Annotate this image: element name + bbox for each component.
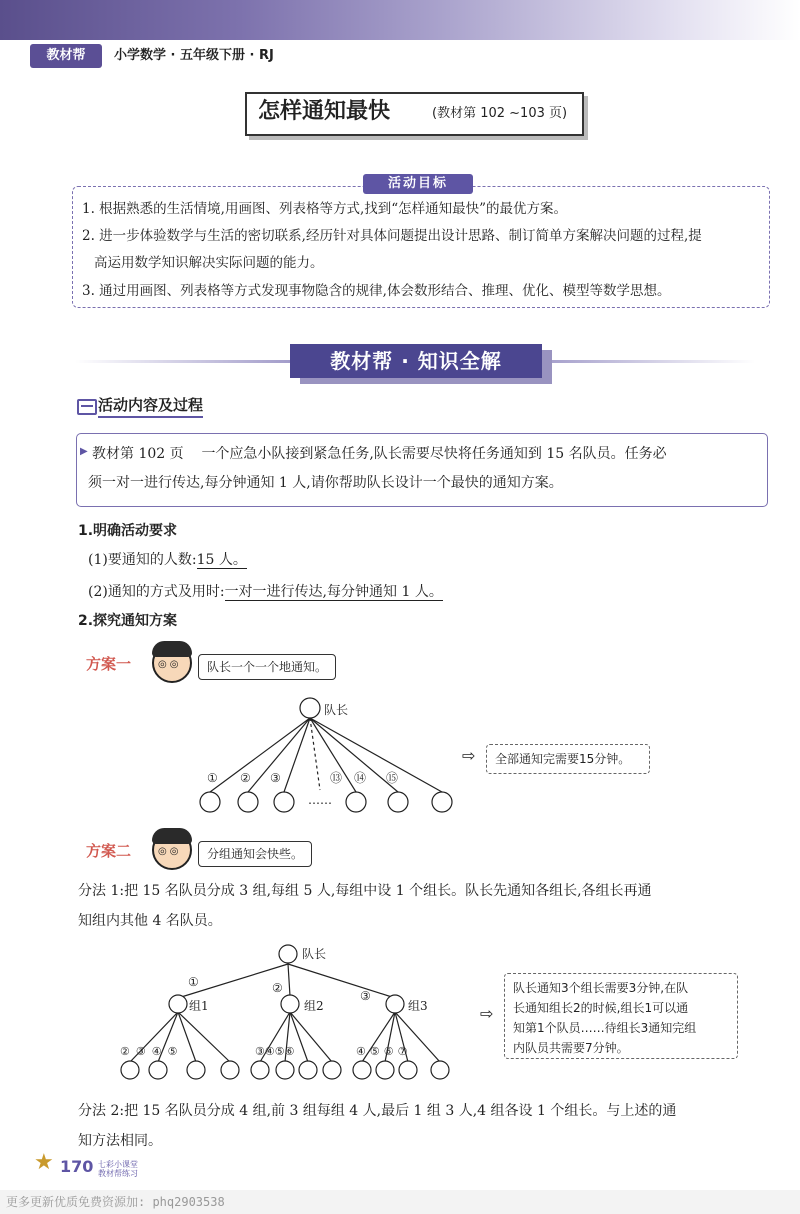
edge-label: ② xyxy=(120,1045,136,1058)
edge-label: ② xyxy=(240,771,251,785)
boy-avatar: ◎◎ xyxy=(152,830,192,870)
plan-2-label: 方案二 xyxy=(86,842,132,860)
edge-label: ③ xyxy=(270,771,281,785)
note-line: 内队员共需要7分钟。 xyxy=(513,1041,629,1055)
edge-label: ⑦ xyxy=(397,1045,412,1058)
member-node xyxy=(323,1061,341,1079)
member-node xyxy=(299,1061,317,1079)
edge-label: ⑤ xyxy=(167,1045,184,1058)
textbook-reference: (教材第 102 ~103 页) xyxy=(432,106,568,121)
requirement-answer: 15 人。 xyxy=(196,552,247,568)
edge-label: ② xyxy=(272,981,283,995)
objective-item: 3. 通过用画图、列表格等方式发现事物隐含的规律,体会数形结合、推理、优化、模型等数学思想。 xyxy=(82,283,671,299)
group-leader-node xyxy=(281,995,299,1013)
edge-label: ④ xyxy=(264,1045,275,1058)
method-1-text: 知组内其他 4 名队员。 xyxy=(78,913,222,929)
member-node xyxy=(238,792,258,812)
note-line: 长通知组长2的时候,组长1可以通 xyxy=(513,1001,689,1015)
group-label: 组3 xyxy=(408,999,428,1013)
note-line: 知第1个队员……待组长3通知完组 xyxy=(513,1021,697,1035)
edge-label: ⑮ xyxy=(386,771,399,785)
objective-item: 2. 进一步体验数学与生活的密切联系,经历针对具体问题提出设计思路、制订简单方案解决问题的过程,提 xyxy=(82,228,702,244)
member-node xyxy=(388,792,408,812)
group-leader-node xyxy=(169,995,187,1013)
member-node xyxy=(432,792,452,812)
note-line: 队长通知3个组长需要3分钟,在队 xyxy=(513,981,689,995)
member-node xyxy=(221,1061,239,1079)
group-leader-node xyxy=(386,995,404,1013)
ellipsis: …… xyxy=(308,793,332,807)
edge-label: ③ xyxy=(135,1045,152,1058)
requirement-2 xyxy=(88,580,443,604)
problem-line xyxy=(92,440,757,469)
objective-item: 1. 根据熟悉的生活情境,用画图、列表格等方式,找到“怎样通知最快”的最优方案。 xyxy=(82,201,568,217)
edge-label: ⑬ xyxy=(330,771,343,785)
edge-label: ⑤ xyxy=(369,1045,384,1058)
triangle-icon: ▶ xyxy=(80,446,88,457)
plan-1-label: 方案一 xyxy=(86,655,132,673)
group-label: 组1 xyxy=(189,999,209,1013)
objective-item: 高运用数学知识解决实际问题的能力。 xyxy=(94,255,324,271)
section-heading: 活动内容及过程 xyxy=(98,394,203,418)
edge-label: ③ xyxy=(255,1045,265,1058)
member-node xyxy=(431,1061,449,1079)
edge-label: ① xyxy=(207,771,218,785)
step-heading: 2.探究通知方案 xyxy=(78,613,178,629)
speech-bubble: 分组通知会快些。 xyxy=(198,841,312,867)
edge-label: ④ xyxy=(356,1045,370,1058)
book-icon xyxy=(77,399,97,415)
problem-ref: 教材第 102 页 xyxy=(92,446,184,462)
edge-label: ⑥ xyxy=(284,1045,295,1058)
method-2-text: 知方法相同。 xyxy=(78,1133,162,1149)
edge-label: ⑥ xyxy=(383,1045,398,1058)
edge-label: ⑭ xyxy=(354,771,367,785)
requirement-label: (2)通知的方式及用时: xyxy=(88,584,225,600)
leader-node xyxy=(300,698,320,718)
leader-node xyxy=(279,945,297,963)
member-node xyxy=(346,792,366,812)
step-heading: 1.明确活动要求 xyxy=(78,523,178,539)
book-subtitle: 小学数学 · 五年级下册 · RJ xyxy=(114,48,274,63)
speech-bubble: 队长一个一个地通知。 xyxy=(198,654,336,680)
arrow-icon: ⇨ xyxy=(462,746,476,765)
plan-2-note xyxy=(504,973,738,1059)
member-node xyxy=(187,1061,205,1079)
star-icon: ★ xyxy=(34,1150,54,1175)
page-tag: 七彩小课堂 教材帮练习 xyxy=(98,1160,138,1178)
requirement-1 xyxy=(88,548,247,572)
plan-1-note: 全部通知完需要15分钟。 xyxy=(486,744,650,774)
edge-label: ④ xyxy=(151,1045,168,1058)
member-node xyxy=(200,792,220,812)
group-label: 组2 xyxy=(304,999,324,1013)
edge-labels-group-1 xyxy=(120,1040,184,1064)
leader-label: 队长 xyxy=(324,703,349,717)
section-banner: 教材帮 · 知识全解 xyxy=(290,344,542,378)
edge-labels-group-3 xyxy=(356,1040,412,1064)
method-1-text: 分法 1:把 15 名队员分成 3 组,每组 5 人,每组中设 1 个组长。队长先通知各组长,各组长再通 xyxy=(78,883,652,899)
boy-avatar: ◎◎ xyxy=(152,643,192,683)
member-node xyxy=(274,792,294,812)
arrow-icon: ⇨ xyxy=(480,1004,494,1023)
book-badge: 教材帮 xyxy=(30,44,102,68)
problem-line: 须一对一进行传达,每分钟通知 1 人,请你帮助队长设计一个最快的通知方案。 xyxy=(88,475,563,491)
method-2-text: 分法 2:把 15 名队员分成 4 组,前 3 组每组 4 人,最后 1 组 3 人,4 组各设 1 个组长。与上述的通 xyxy=(78,1103,677,1119)
requirement-answer: 一对一进行传达,每分钟通知 1 人。 xyxy=(224,584,443,600)
footer-text: 更多更新优质免费资源加: phq2903538 xyxy=(6,1195,225,1209)
edge-label: ① xyxy=(188,975,199,989)
leader-label: 队长 xyxy=(302,947,327,961)
objectives-tag: 活动目标 xyxy=(363,174,473,194)
page-title: 怎样通知最快 xyxy=(258,99,391,124)
edge-labels-group-2 xyxy=(255,1040,295,1064)
problem-text: 一个应急小队接到紧急任务,队长需要尽快将任务通知到 15 名队员。任务必 xyxy=(201,446,667,462)
edge-label: ③ xyxy=(360,989,371,1003)
page-number: 170 xyxy=(60,1157,94,1176)
requirement-label: (1)要通知的人数: xyxy=(88,552,197,568)
edge-label: ⑤ xyxy=(274,1045,285,1058)
